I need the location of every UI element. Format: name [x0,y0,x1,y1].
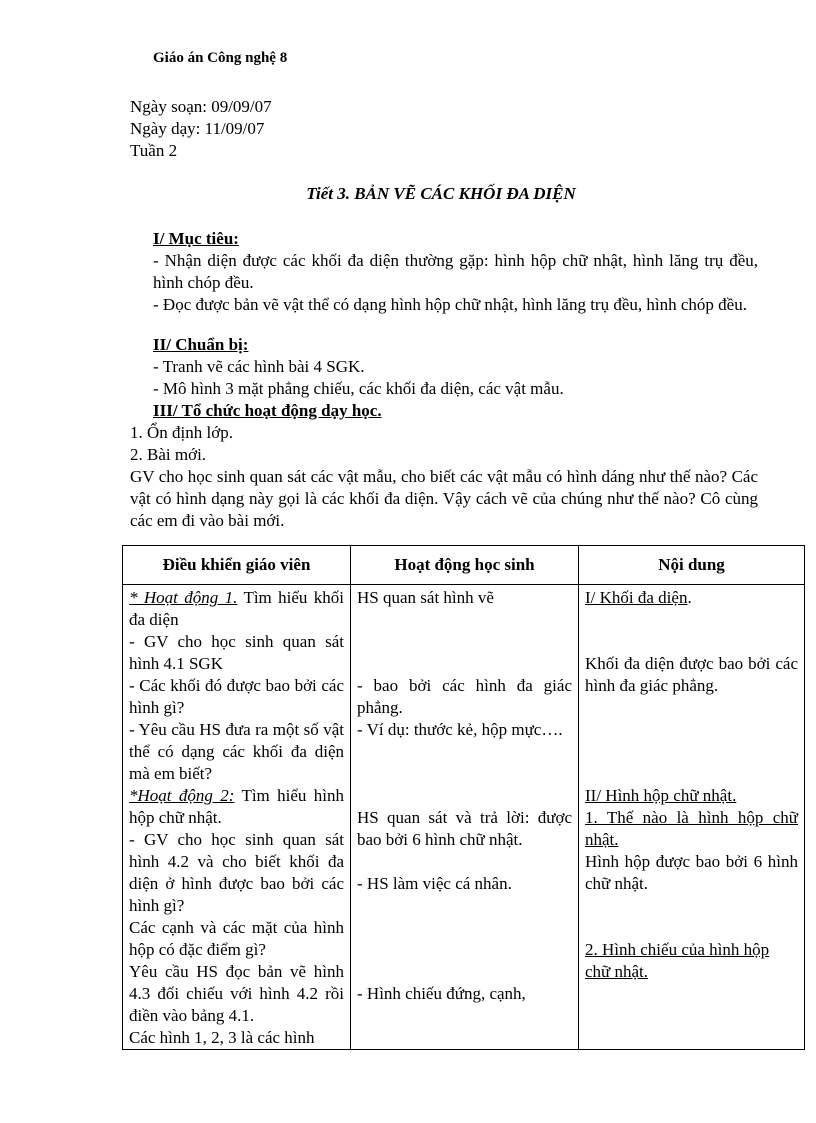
lesson-meta [130,96,272,162]
intro-paragraph: GV cho học sinh quan sát các vật mẫu, cho biết các vật mẫu có hình dáng như thế nào? Các vật có hình dạng này gọi là các khối đa diện. Vậy cách vẽ của chúng như thế nào? Cô cùng các em đi vào bài mới. [130,467,758,530]
student-column [351,585,579,1050]
table-header-row [123,546,805,585]
activity-1 [129,587,344,631]
teacher-line: - Yêu cầu HS đưa ra một số vật thể có dạng các khối đa diện mà em biết? [129,720,344,783]
student-line: - Hình chiếu đứng, cạnh, [357,984,526,1003]
document-header: Giáo án Công nghệ 8 [153,50,288,66]
preparation-section [153,334,758,422]
header-teacher: Điều khiển giáo viên [123,546,351,585]
activity-1-label: * Hoạt động 1. [129,588,238,607]
content-heading-1: I/ Khối đa diện. [585,588,692,607]
content-heading-2: II/ Hình hộp chữ nhật. [585,786,737,805]
intro-section [130,422,758,532]
activities-heading: III/ Tổ chức hoạt động dạy học. [153,401,382,420]
objectives-section [153,228,758,316]
header-content: Nội dung [579,546,805,585]
student-line: - Ví dụ: thước kẻ, hộp mực…. [357,720,563,739]
content-subheading: 1. Thế nào là hình hộp chữ nhật. [585,808,798,849]
preparation-date: Ngày soạn: 09/09/07 [130,97,272,116]
student-line: HS quan sát và trả lời: được bao bởi 6 hình chữ nhật. [357,808,572,849]
lesson-activity-table [122,545,805,1050]
content-column [579,585,805,1050]
activity-2-text: Tìm hiểu hình hộp chữ nhật. [129,786,344,827]
week-number: Tuần 2 [130,141,178,160]
teacher-line: Yêu cầu HS đọc bản vẽ hình 4.3 đối chiếu với hình 4.2 rồi điền vào bảng 4.1. [129,962,344,1025]
activity-2-label: *Hoạt động 2: [129,786,235,805]
preparation-item: - Mô hình 3 mặt phẳng chiếu, các khối đa diện, các vật mẫu. [153,379,564,398]
activity-1-text: Tìm hiểu khối đa diện [129,588,345,629]
preparation-item: - Tranh vẽ các hình bài 4 SGK. [153,357,365,376]
teacher-line: - GV cho học sinh quan sát hình 4.2 và cho biết khối đa diện ở hình được bao bởi các hình gì? [129,830,344,915]
teacher-column [123,585,351,1050]
teaching-date: Ngày dạy: 11/09/07 [130,119,265,138]
activity-2 [129,785,344,829]
student-line: - HS làm việc cá nhân. [357,874,512,893]
objective-item: - Nhận diện được các khối đa diện thường gặp: hình hộp chữ nhật, hình lăng trụ đều, hình chóp đều. [153,251,758,292]
preparation-heading: II/ Chuẩn bị: [153,335,249,354]
objective-item: - Đọc được bản vẽ vật thể có dạng hình hộp chữ nhật, hình lăng trụ đều, hình chóp đều. [153,295,747,314]
objectives-heading: I/ Mục tiêu: [153,229,239,248]
lesson-title: Tiết 3. BẢN VẼ CÁC KHỐI ĐA DIỆN [306,184,576,203]
table-row [123,585,805,1050]
step-item: 1. Ổn định lớp. [130,423,233,442]
student-line: HS quan sát hình vẽ [357,588,494,607]
step-item: 2. Bài mới. [130,445,207,464]
teacher-line: Các hình 1, 2, 3 là các hình [129,1028,315,1047]
teacher-line: Các cạnh và các mặt của hình hộp có đặc điểm gì? [129,918,344,959]
teacher-line: - Các khối đó được bao bởi các hình gì? [129,676,344,717]
student-line: - bao bởi các hình đa giác phẳng. [357,676,572,717]
teacher-line: - GV cho học sinh quan sát hình 4.1 SGK [129,632,344,673]
content-text: Hình hộp được bao bởi 6 hình chữ nhật. [585,852,798,893]
content-text: Khối đa diện được bao bởi các hình đa giác phẳng. [585,654,798,695]
content-subheading: 2. Hình chiếu của hình hộp chữ nhật. [585,940,770,981]
header-student: Hoạt động học sinh [351,546,579,585]
